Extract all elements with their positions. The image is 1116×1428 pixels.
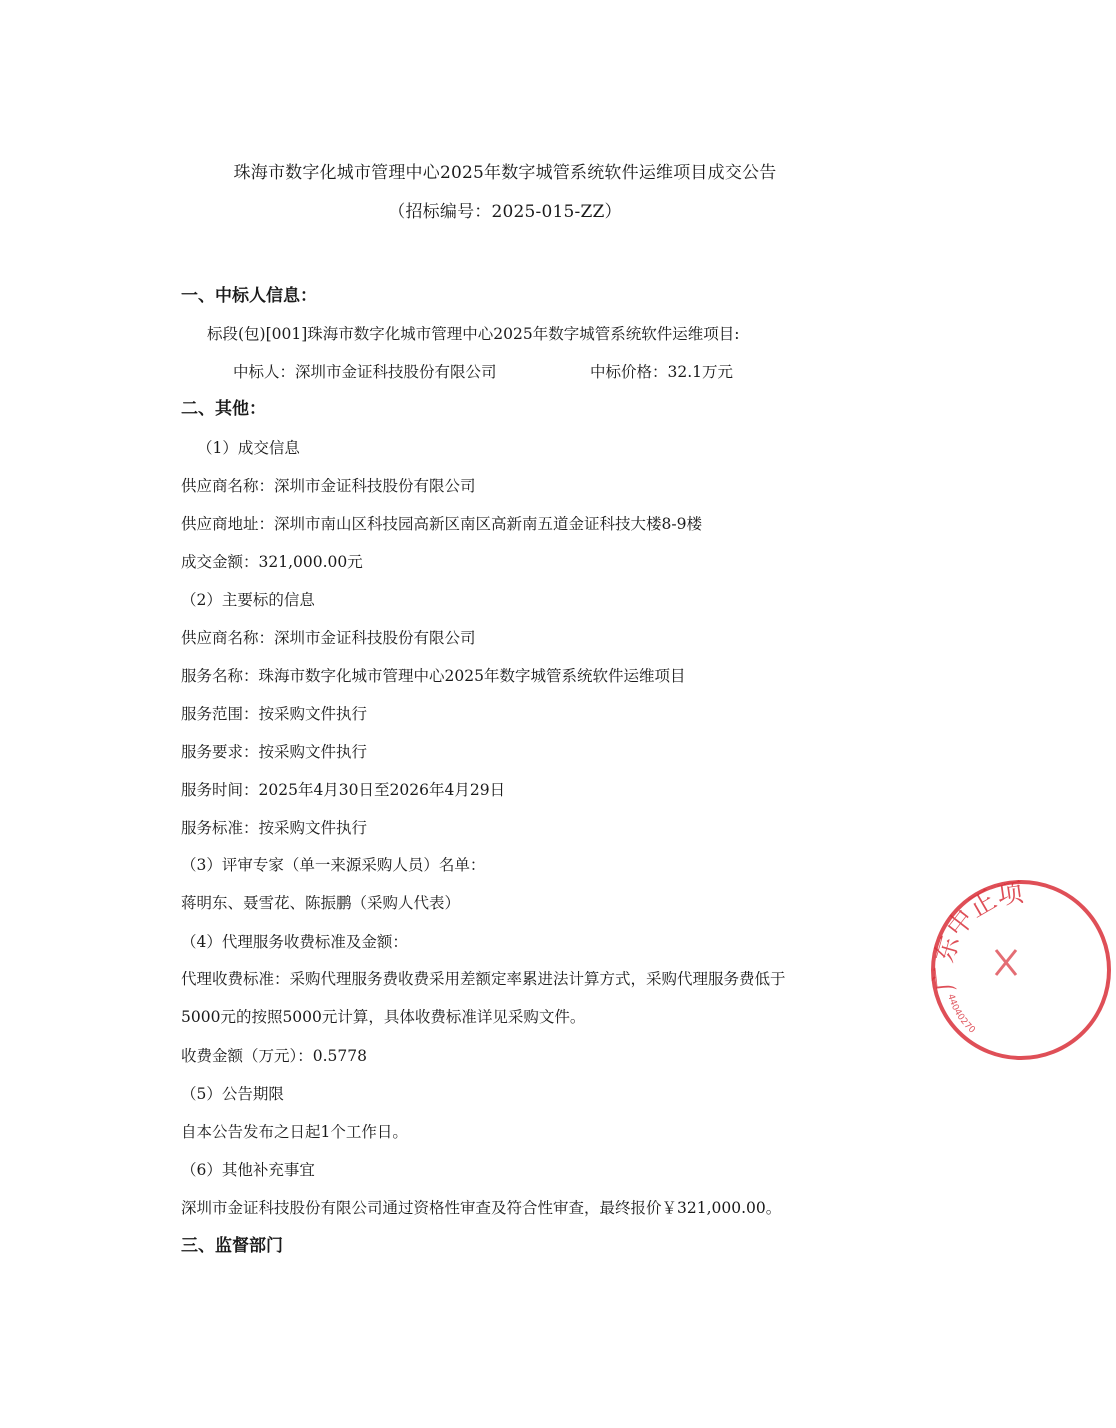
other-text: 深圳市金证科技股份有限公司通过资格性审查及符合性审查，最终报价￥321,000.00。 (181, 1199, 782, 1217)
experts-list: 蒋明东、聂雪花、陈振鹏（采购人代表） (181, 894, 461, 912)
deal-amount: 成交金额：321,000.00元 (181, 553, 363, 571)
other-heading: （6）其他补充事宜 (181, 1161, 315, 1179)
tender-code: （招标编号：2025-015-ZZ） (388, 202, 622, 222)
fee-standard-line1: 代理收费标准：采购代理服务费收费采用差额定率累进法计算方式，采购代理服务费低于 (181, 970, 786, 988)
period-heading: （5）公告期限 (181, 1085, 284, 1103)
experts-heading: （3）评审专家（单一来源采购人员）名单： (181, 856, 486, 874)
supplier-name: 供应商名称：深圳市金证科技股份有限公司 (181, 477, 476, 495)
deal-info-heading: （1）成交信息 (197, 439, 300, 457)
supplier-address: 供应商地址：深圳市南山区科技园高新区南区高新南五道金证科技大楼8-9楼 (181, 515, 702, 533)
service-requirement: 服务要求：按采购文件执行 (181, 743, 368, 761)
svg-text:广东中正项: 广东中正项 (929, 878, 1026, 993)
official-seal-icon (926, 875, 1116, 1065)
target-supplier-name: 供应商名称：深圳市金证科技股份有限公司 (181, 629, 476, 647)
service-scope: 服务范围：按采购文件执行 (181, 705, 368, 723)
target-info-heading: （2）主要标的信息 (181, 591, 315, 609)
winner-line: 中标人：深圳市金证科技股份有限公司 (233, 363, 497, 381)
section1-heading: 一、中标人信息： (181, 286, 317, 306)
svg-text:44040270: 44040270 (945, 992, 977, 1036)
lot-line: 标段(包)[001]珠海市数字化城市管理中心2025年数字城管系统软件运维项目: (207, 325, 740, 343)
service-standard: 服务标准：按采购文件执行 (181, 819, 368, 837)
document-title: 珠海市数字化城市管理中心2025年数字城管系统软件运维项目成交公告 (233, 163, 777, 183)
fee-standard-line2: 5000元的按照5000元计算，具体收费标准详见采购文件。 (181, 1008, 586, 1026)
section3-heading: 三、监督部门 (181, 1236, 283, 1256)
service-time: 服务时间：2025年4月30日至2026年4月29日 (181, 781, 506, 799)
section2-heading: 二、其他： (181, 399, 266, 419)
fee-amount: 收费金额（万元）：0.5778 (181, 1047, 367, 1065)
winning-price: 中标价格：32.1万元 (590, 363, 734, 381)
service-name: 服务名称：珠海市数字化城市管理中心2025年数字城管系统软件运维项目 (181, 667, 686, 685)
period-text: 自本公告发布之日起1个工作日。 (181, 1123, 408, 1141)
fee-heading: （4）代理服务收费标准及金额： (181, 933, 408, 951)
